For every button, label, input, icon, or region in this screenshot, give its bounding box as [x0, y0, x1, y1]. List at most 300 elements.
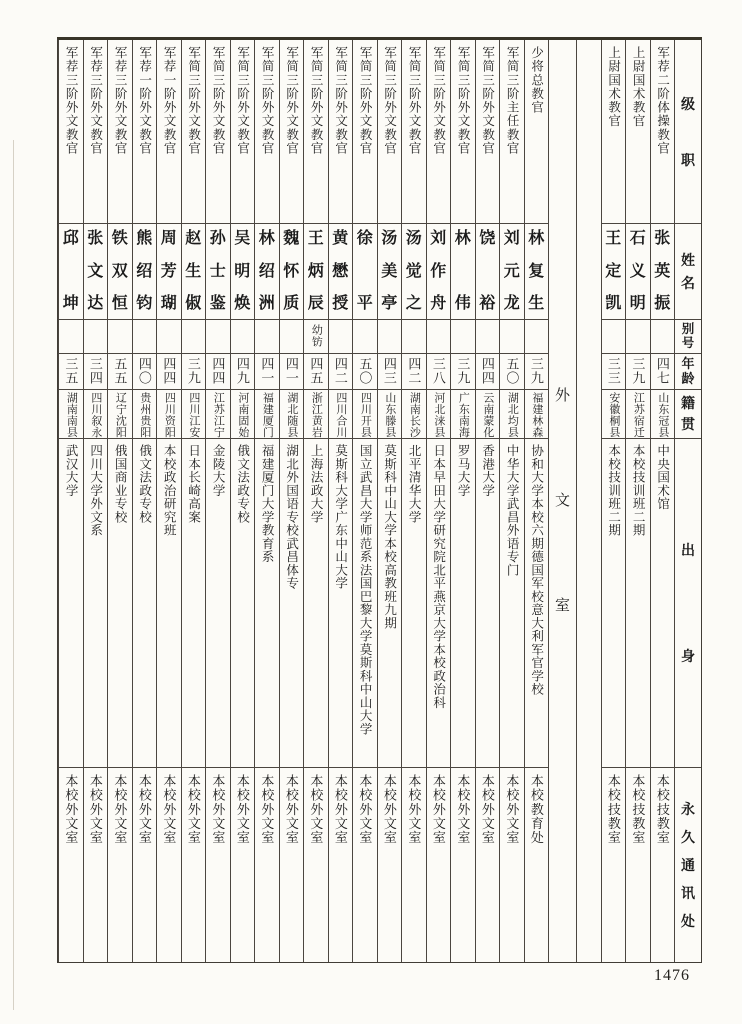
header-alias-label [675, 320, 701, 354]
person-age-text: 三九 [185, 356, 201, 386]
person-native-cell [59, 390, 83, 440]
divider-char: 室 [554, 597, 570, 614]
name-char: 周 [160, 230, 177, 248]
person-alias-cell [651, 320, 675, 354]
name-char: 明 [629, 294, 646, 312]
person-age-text: 四七 [654, 356, 670, 386]
person-column [625, 40, 650, 962]
person-rank-cell [108, 40, 132, 224]
person-origin-cell [206, 439, 230, 768]
person-address-text: 本校外文室 [136, 773, 152, 845]
person-address-cell [329, 768, 353, 962]
person-name-cell [206, 224, 230, 320]
person-name-cell [500, 224, 524, 320]
person-origin-cell [500, 439, 524, 768]
person-origin-cell [304, 439, 328, 768]
person-origin-cell [329, 439, 353, 768]
person-rank-text: 军简三阶外文教官 [431, 46, 446, 155]
person-native-text: 江苏江宁 [212, 391, 225, 438]
person-native-cell [133, 390, 157, 440]
person-column [401, 40, 426, 962]
person-rank-cell [133, 40, 157, 224]
name-char: 舟 [430, 294, 447, 312]
person-origin-cell [427, 439, 451, 768]
person-native-text: 浙江黄岩 [310, 391, 323, 438]
person-native-cell [206, 390, 230, 440]
person-origin-text: 俄文法政专校 [137, 444, 152, 524]
person-rank-text: 上尉国术教官 [606, 46, 621, 128]
person-rank-cell [157, 40, 181, 224]
header-origin-label [675, 439, 701, 768]
person-rank-text: 上尉国术教官 [631, 46, 646, 128]
person-native-cell [402, 390, 426, 440]
header-char: 年 [681, 356, 695, 372]
person-column [450, 40, 475, 962]
person-origin-text: 日本长崎高案 [186, 444, 201, 524]
person-origin-cell [133, 439, 157, 768]
name-char: 生 [185, 262, 202, 280]
person-column [107, 40, 132, 962]
person-name-cell [602, 224, 626, 320]
person-rank-cell [626, 40, 650, 224]
name-char: 达 [87, 294, 104, 312]
person-column [205, 40, 230, 962]
person-alias-cell [231, 320, 255, 354]
person-age-text: 四四 [479, 356, 495, 386]
person-rank-cell [329, 40, 353, 224]
person-alias-cell [402, 320, 426, 354]
name-char: 铁 [111, 230, 128, 248]
header-rank-label [675, 40, 701, 224]
person-rank-cell [304, 40, 328, 224]
name-char: 吴 [234, 230, 251, 248]
person-age-text: 四一 [259, 356, 275, 386]
header-char: 籍 [681, 395, 695, 412]
person-address-text: 本校外文室 [63, 773, 79, 845]
person-rank-cell [231, 40, 255, 224]
person-age-text: 五五 [112, 356, 128, 386]
person-rank-cell [500, 40, 524, 224]
person-rank-text: 军荐三阶外文教官 [64, 46, 79, 155]
person-age-cell [84, 354, 108, 390]
person-address-cell [84, 768, 108, 962]
person-native-text: 安徽桐县 [607, 391, 620, 438]
person-native-cell [626, 390, 650, 440]
person-native-cell [84, 390, 108, 440]
person-origin-cell [626, 439, 650, 768]
person-origin-text: 湖北外国语专校武昌体专 [284, 444, 299, 591]
person-age-cell [280, 354, 304, 390]
header-char: 处 [681, 912, 695, 929]
person-alias-cell [182, 320, 206, 354]
person-column [475, 40, 500, 962]
person-name-cell [304, 224, 328, 320]
name-char: 林 [258, 230, 275, 248]
person-rank-text: 少将总教官 [529, 46, 544, 115]
person-column [650, 40, 675, 962]
person-native-text: 山东冠县 [656, 391, 669, 438]
person-address-cell [651, 768, 675, 962]
person-age-text: 四一 [283, 356, 299, 386]
header-address-label [675, 768, 701, 962]
name-char: 文 [87, 262, 104, 280]
person-native-text: 河南固始 [236, 391, 249, 438]
header-char: 讯 [681, 884, 695, 901]
person-name-cell [525, 224, 549, 320]
person-rank-cell [182, 40, 206, 224]
name-char: 英 [654, 262, 671, 280]
person-address-text: 本校外文室 [430, 773, 446, 845]
person-alias-cell [378, 320, 402, 354]
person-address-text: 本校外文室 [259, 773, 275, 845]
person-native-cell [182, 390, 206, 440]
person-address-cell [451, 768, 475, 962]
person-alias-cell [451, 320, 475, 354]
person-rank-text: 军简三阶外文教官 [333, 46, 348, 155]
person-native-text: 贵州贵阳 [138, 391, 151, 438]
person-origin-text: 四川大学外文系 [88, 444, 103, 538]
name-char: 怀 [283, 262, 300, 280]
header-char: 职 [681, 151, 695, 168]
name-char: 赵 [185, 230, 202, 248]
person-address-text: 本校外文室 [504, 773, 520, 845]
person-rank-cell [451, 40, 475, 224]
person-rank-cell [427, 40, 451, 224]
person-native-cell [525, 390, 549, 440]
person-address-cell [157, 768, 181, 962]
person-address-cell [602, 768, 626, 962]
person-alias-cell [157, 320, 181, 354]
person-age-cell [651, 354, 675, 390]
person-age-text: 三八 [430, 356, 446, 386]
person-age-cell [206, 354, 230, 390]
name-char: 魏 [283, 230, 300, 248]
name-char: 授 [332, 294, 349, 312]
page-edge-scan-line [13, 140, 14, 1010]
divider-column [548, 40, 576, 962]
person-address-cell [378, 768, 402, 962]
person-origin-text: 本校技训班二期 [631, 444, 646, 538]
person-age-cell [157, 354, 181, 390]
person-address-text: 本校外文室 [357, 773, 373, 845]
person-origin-cell [59, 439, 83, 768]
person-origin-text: 俄国商业专校 [113, 444, 128, 524]
person-address-text: 本校技教室 [654, 773, 670, 845]
person-age-cell [304, 354, 328, 390]
person-age-text: 三五 [63, 356, 79, 386]
person-column [601, 40, 626, 962]
name-char: 王 [307, 230, 324, 248]
person-origin-cell [651, 439, 675, 768]
person-rank-text: 军简三阶外文教官 [358, 46, 373, 155]
header-char: 出 [681, 542, 695, 559]
person-native-text: 湖北均县 [506, 391, 519, 438]
name-char: 林 [528, 230, 545, 248]
person-age-text: 五〇 [504, 356, 520, 386]
person-alias-text: 幼钫 [310, 324, 323, 349]
person-origin-text: 本校技训班二期 [606, 444, 621, 538]
person-native-cell [231, 390, 255, 440]
person-name-cell [108, 224, 132, 320]
person-rank-text: 军简三阶外文教官 [456, 46, 471, 155]
person-native-cell [427, 390, 451, 440]
person-native-cell [476, 390, 500, 440]
header-char: 号 [681, 336, 695, 351]
name-char: 焕 [234, 294, 251, 312]
person-native-text: 湖北随县 [285, 391, 298, 438]
person-age-cell [626, 354, 650, 390]
person-age-text: 四五 [308, 356, 324, 386]
person-alias-cell [329, 320, 353, 354]
person-address-text: 本校外文室 [406, 773, 422, 845]
person-address-text: 本校外文室 [308, 773, 324, 845]
person-rank-text: 军简三阶外文教官 [235, 46, 250, 155]
person-rank-cell [255, 40, 279, 224]
person-native-text: 湖南长沙 [408, 391, 421, 438]
person-alias-cell [255, 320, 279, 354]
person-origin-text: 香港大学 [480, 444, 495, 498]
name-char: 龙 [503, 294, 520, 312]
person-alias-cell [108, 320, 132, 354]
name-char: 生 [528, 294, 545, 312]
person-alias-cell [427, 320, 451, 354]
person-column [328, 40, 353, 962]
person-native-cell [378, 390, 402, 440]
person-age-cell [255, 354, 279, 390]
person-rank-cell [280, 40, 304, 224]
person-rank-text: 军荐三阶外文教官 [88, 46, 103, 155]
person-column [181, 40, 206, 962]
person-address-cell [402, 768, 426, 962]
person-alias-cell [626, 320, 650, 354]
person-origin-text: 中华大学武昌外语专门 [505, 444, 520, 577]
person-age-cell [451, 354, 475, 390]
person-native-text: 四川开县 [359, 391, 372, 438]
person-address-cell [304, 768, 328, 962]
person-age-cell [353, 354, 377, 390]
person-address-cell [255, 768, 279, 962]
name-char: 双 [111, 262, 128, 280]
person-alias-cell [353, 320, 377, 354]
person-native-cell [451, 390, 475, 440]
person-origin-cell [255, 439, 279, 768]
name-char: 刘 [430, 230, 447, 248]
person-age-text: 四〇 [136, 356, 152, 386]
person-address-text: 本校外文室 [185, 773, 201, 845]
person-address-cell [500, 768, 524, 962]
person-column [58, 40, 83, 962]
person-age-text: 四三 [381, 356, 397, 386]
empty-column [576, 40, 601, 962]
person-origin-text: 协和大学本校六期德国军校意大利军官学校 [529, 444, 544, 697]
person-address-text: 本校外文室 [210, 773, 226, 845]
person-column [132, 40, 157, 962]
person-name-cell [353, 224, 377, 320]
person-age-cell [231, 354, 255, 390]
person-origin-cell [157, 439, 181, 768]
person-origin-cell [525, 439, 549, 768]
person-age-cell [500, 354, 524, 390]
person-origin-cell [402, 439, 426, 768]
person-name-cell [451, 224, 475, 320]
header-char: 姓 [681, 252, 695, 268]
person-rank-cell [651, 40, 675, 224]
name-char: 熊 [136, 230, 153, 248]
person-origin-cell [476, 439, 500, 768]
header-char: 永 [681, 800, 695, 817]
person-name-cell [84, 224, 108, 320]
person-origin-text: 国立武昌大学师范系法国巴黎大学莫斯科中山大学 [358, 444, 373, 736]
person-age-cell [329, 354, 353, 390]
name-char: 复 [528, 262, 545, 280]
header-char: 贯 [681, 416, 695, 433]
person-address-text: 本校教育处 [528, 773, 544, 845]
person-age-cell [476, 354, 500, 390]
name-char: 张 [87, 230, 104, 248]
person-column [524, 40, 549, 962]
name-char: 振 [654, 294, 671, 312]
person-name-cell [651, 224, 675, 320]
person-alias-cell [206, 320, 230, 354]
name-char: 孙 [209, 230, 226, 248]
person-native-cell [108, 390, 132, 440]
person-native-text: 四川叙永 [89, 391, 102, 438]
header-char: 通 [681, 856, 695, 873]
person-rank-cell [525, 40, 549, 224]
person-native-text: 福建林森 [530, 391, 543, 438]
person-address-text: 本校外文室 [161, 773, 177, 845]
person-origin-text: 北平清华大学 [407, 444, 422, 524]
name-char: 凯 [605, 294, 622, 312]
person-alias-cell [525, 320, 549, 354]
person-native-text: 山东滕县 [383, 391, 396, 438]
person-alias-cell [602, 320, 626, 354]
name-char: 林 [454, 230, 471, 248]
name-char: 伟 [454, 294, 471, 312]
name-char: 平 [356, 294, 373, 312]
person-rank-cell [402, 40, 426, 224]
name-char: 定 [605, 262, 622, 280]
person-native-text: 四川江安 [187, 391, 200, 438]
person-origin-cell [602, 439, 626, 768]
name-char: 黄 [332, 230, 349, 248]
person-native-cell [353, 390, 377, 440]
person-column [352, 40, 377, 962]
person-age-text: 三九 [528, 356, 544, 386]
person-name-cell [133, 224, 157, 320]
person-name-cell [231, 224, 255, 320]
person-address-cell [133, 768, 157, 962]
name-char: 石 [629, 230, 646, 248]
header-column [674, 40, 701, 962]
roster-table [57, 37, 702, 963]
person-rank-text: 军简三阶外文教官 [284, 46, 299, 155]
person-age-text: 三三 [605, 356, 621, 386]
person-native-cell [255, 390, 279, 440]
person-age-text: 四二 [406, 356, 422, 386]
name-char: 绍 [136, 262, 153, 280]
person-native-text: 四川合川 [334, 391, 347, 438]
person-origin-cell [84, 439, 108, 768]
header-char: 名 [681, 275, 695, 291]
person-origin-text: 上海法政大学 [309, 444, 324, 524]
name-char: 刘 [503, 230, 520, 248]
person-origin-text: 武汉大学 [64, 444, 79, 498]
person-native-cell [157, 390, 181, 440]
person-name-cell [157, 224, 181, 320]
name-char: 恒 [111, 294, 128, 312]
person-address-text: 本校外文室 [283, 773, 299, 845]
person-column [230, 40, 255, 962]
person-native-cell [329, 390, 353, 440]
person-rank-cell [353, 40, 377, 224]
person-native-cell [500, 390, 524, 440]
name-char: 懋 [332, 262, 349, 280]
person-origin-cell [182, 439, 206, 768]
person-rank-text: 军简三阶主任教官 [505, 46, 520, 155]
person-rank-cell [378, 40, 402, 224]
name-char: 俶 [185, 294, 202, 312]
name-char: 瑚 [160, 294, 177, 312]
person-rank-cell [602, 40, 626, 224]
person-native-text: 福建厦门 [261, 391, 274, 438]
person-column [279, 40, 304, 962]
name-char: 明 [234, 262, 251, 280]
person-age-text: 三九 [630, 356, 646, 386]
person-origin-text: 俄文法政专校 [235, 444, 250, 524]
person-name-cell [182, 224, 206, 320]
person-rank-text: 军简三阶外文教官 [407, 46, 422, 155]
person-alias-cell [133, 320, 157, 354]
person-age-text: 三九 [455, 356, 471, 386]
person-age-cell [133, 354, 157, 390]
person-column [254, 40, 279, 962]
person-age-cell [378, 354, 402, 390]
person-name-cell [476, 224, 500, 320]
person-address-cell [108, 768, 132, 962]
person-address-cell [353, 768, 377, 962]
person-column [83, 40, 108, 962]
name-char: 义 [629, 262, 646, 280]
person-origin-text: 金陵大学 [211, 444, 226, 498]
header-name-label [675, 224, 701, 320]
person-rank-cell [84, 40, 108, 224]
person-native-text: 云南蒙化 [481, 391, 494, 438]
person-name-cell [378, 224, 402, 320]
person-origin-cell [353, 439, 377, 768]
person-native-cell [280, 390, 304, 440]
header-native-label [675, 390, 701, 440]
person-address-cell [206, 768, 230, 962]
person-rank-text: 军荐一阶外文教官 [162, 46, 177, 155]
name-char: 作 [430, 262, 447, 280]
name-char: 元 [503, 262, 520, 280]
name-char: 觉 [405, 262, 422, 280]
person-address-text: 本校技教室 [605, 773, 621, 845]
person-origin-text: 日本早田大学研究院北平燕京大学本校政治科 [431, 444, 446, 710]
person-address-text: 本校外文室 [87, 773, 103, 845]
person-origin-cell [280, 439, 304, 768]
person-native-text: 江苏宿迁 [632, 391, 645, 438]
person-alias-cell [304, 320, 328, 354]
name-char: 之 [405, 294, 422, 312]
person-origin-text: 中央国术馆 [655, 444, 670, 511]
person-address-cell [59, 768, 83, 962]
person-origin-text: 莫斯科大学广东中山大学 [333, 444, 348, 591]
person-native-cell [602, 390, 626, 440]
person-age-cell [182, 354, 206, 390]
name-char: 汤 [381, 230, 398, 248]
